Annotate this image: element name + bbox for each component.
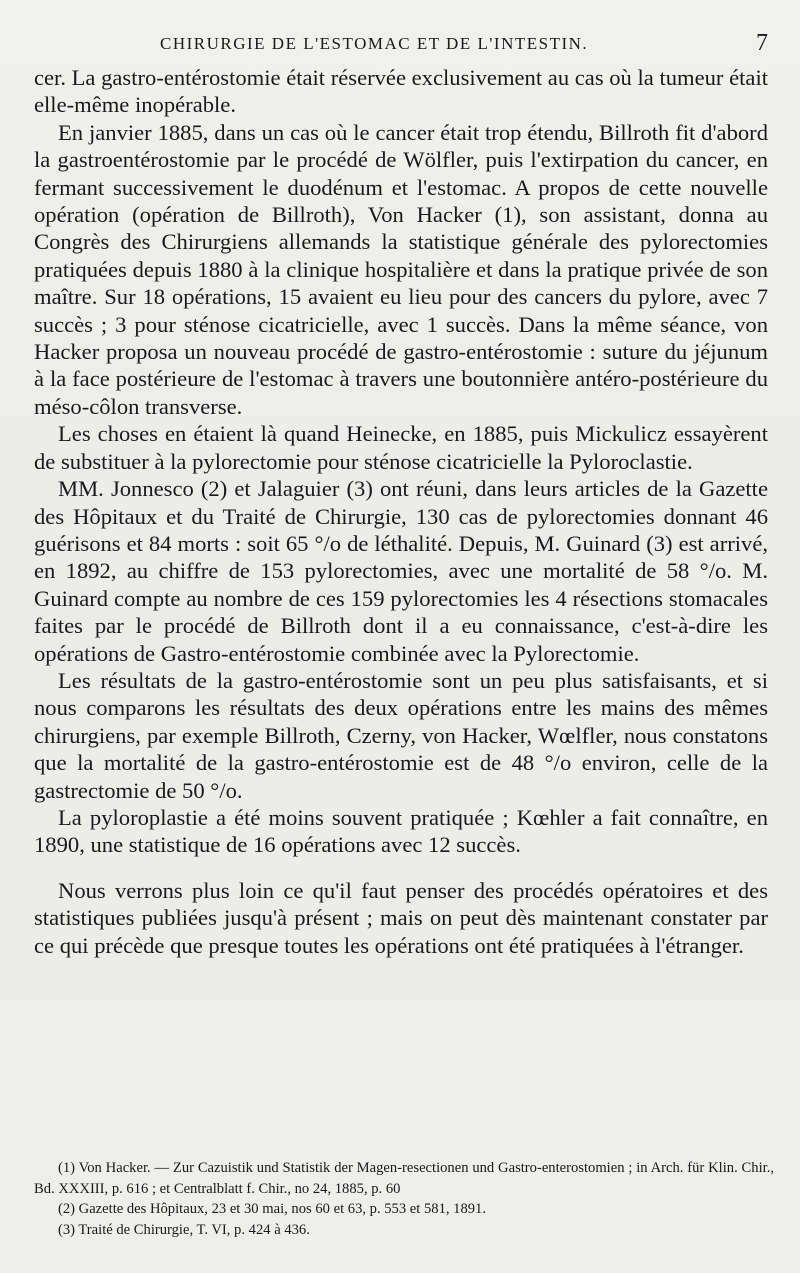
paragraph-1: cer. La gastro-entérostomie était réservée exclusivement au cas où la tumeur était elle-même inopérable. xyxy=(34,65,768,118)
body-text xyxy=(34,64,768,959)
page-header xyxy=(160,30,780,58)
footnotes xyxy=(34,1158,774,1240)
paragraph-4: MM. Jonnesco (2) et Jalaguier (3) ont réuni, dans leurs articles de la Gazette des Hôpitaux et du Traité de Chirurgie, 130 cas de pylorectomies donnant 46 guérisons et 84 morts : soit 65 °/o de léthalité. Depuis, M. Guinard (3) est arrivé, en 1892, au chiffre de 153 pylorectomies, avec une mortalité de 58 °/o. M. Guinard compte au nombre de ces 159 pylorectomies les 4 résections stomacales faites par le procédé de Billroth dont il a eu connaissance, c'est-à-dire les opérations de Gastro-entérostomie combinée avec la Pylorectomie. xyxy=(34,476,768,666)
footnote-2: (2) Gazette des Hôpitaux, 23 et 30 mai, nos 60 et 63, p. 553 et 581, 1891. xyxy=(58,1201,487,1217)
paragraph-6: La pyloroplastie a été moins souvent pratiquée ; Kœhler a fait connaître, en 1890, une statistique de 16 opérations avec 12 succès. xyxy=(34,804,768,858)
paragraph-2: En janvier 1885, dans un cas où le cancer était trop étendu, Billroth fit d'abord la gastroentérostomie par le procédé de Wölfler, puis l'extirpation du cancer, en fermant successivement le duodénum et l'estomac. A propos de cette nouvelle opération (opération de Billroth), Von Hacker (1), son assistant, donna au Congrès des Chirurgiens allemands la statistique générale des pylorectomies pratiquées depuis 1880 à la clinique hospitalière et dans la pratique privée de son maître. Sur 18 opérations, 15 avaient eu lieu pour des cancers du pylore, avec 7 succès ; 3 pour sténose cicatricielle, avec 1 succès. Dans la même séance, von Hacker proposa un nouveau procédé de gastro-entérostomie : suture du jéjunum à la face postérieure de l'estomac à travers une boutonnière antéro-postérieure du méso-côlon transverse. xyxy=(34,119,768,419)
paragraph-3: Les choses en étaient là quand Heinecke, en 1885, puis Mickulicz essayèrent de substituer à la pylorectomie pour sténose cicatricielle la Pyloroclastie. xyxy=(34,421,768,474)
paragraph-7: Nous verrons plus loin ce qu'il faut penser des procédés opératoires et des statistiques publiées jusqu'à présent ; mais on peut dès maintenant constater par ce qui précède que presque toutes les opérations ont été pratiquées à l'étranger. xyxy=(34,877,768,958)
paragraph-5: Les résultats de la gastro-entérostomie sont un peu plus satisfaisants, et si nous comparons les résultats des deux opérations entre les mains des mêmes chirurgiens, par exemple Billroth, Czerny, von Hacker, Wœlfler, nous constatons que la mortalité de la gastro-entérostomie est de 48 °/o environ, celle de la gastrectomie de 50 °/o. xyxy=(34,667,768,803)
running-title: CHIRURGIE DE L'ESTOMAC ET DE L'INTESTIN. xyxy=(160,34,589,53)
footnote-1: (1) Von Hacker. — Zur Cazuistik und Statistik der Magen-resectionen und Gastro-enterostomien ; in Arch. für Klin. Chir., Bd. XXXIII, p. 616 ; et Centralblatt f. Chir., no 24, 1885, p. 60 xyxy=(34,1160,774,1197)
page-number: 7 xyxy=(756,30,768,56)
footnote-3: (3) Traité de Chirurgie, T. VI, p. 424 à 436. xyxy=(58,1221,310,1238)
